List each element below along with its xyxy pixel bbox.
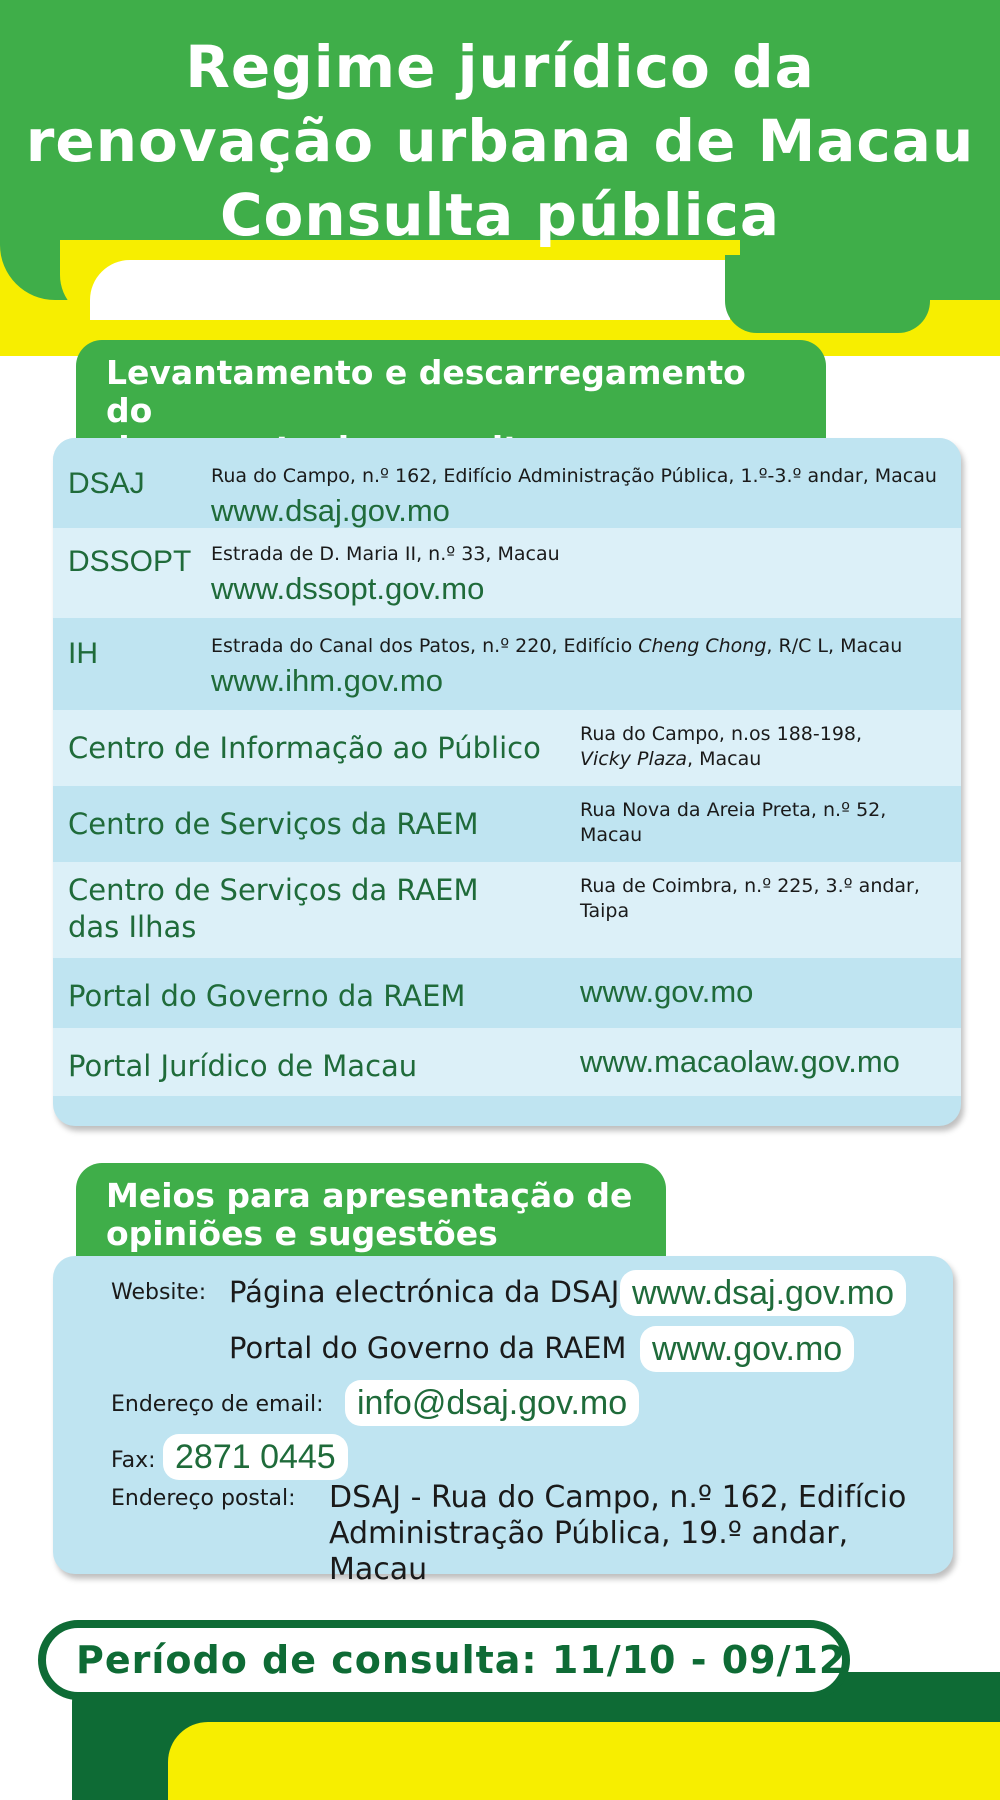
means-heading-line-2: opiniões e sugestões <box>106 1214 498 1253</box>
title-line-3: Consulta pública <box>219 181 781 249</box>
row-address <box>211 634 902 659</box>
postal-address <box>329 1480 953 1588</box>
title-line-2: renovação urbana de Macau <box>25 107 975 175</box>
row-url-link[interactable]: www.ihm.gov.mo <box>211 663 443 698</box>
table-row <box>53 528 961 618</box>
address-line-1: Rua de Coimbra, n.º 225, 3.º andar, <box>580 875 920 897</box>
locations-table <box>53 438 961 1126</box>
address-line-1: Rua do Campo, n.os 188-198, <box>580 723 863 745</box>
row-name: Portal do Governo da RAEM <box>68 979 466 1013</box>
table-row <box>53 618 961 710</box>
address-text: , R/C L, Macau <box>766 635 903 657</box>
website-label: Website: <box>111 1280 207 1305</box>
table-row <box>53 710 961 786</box>
address-line-2: Taipa <box>580 900 630 922</box>
address-text: Estrada do Canal dos Patos, n.º 220, Edifício <box>211 635 639 657</box>
row-name: Portal Jurídico de Macau <box>68 1049 418 1083</box>
row-url-link[interactable]: www.gov.mo <box>580 974 754 1009</box>
row-name <box>68 872 479 946</box>
means-panel <box>53 1256 953 1587</box>
row-url-link[interactable]: www.dsaj.gov.mo <box>211 493 450 528</box>
address-line-2 <box>580 747 862 772</box>
fax-label: Fax: <box>111 1448 156 1473</box>
row-name: Centro de Informação ao Público <box>68 731 541 765</box>
row-name-line-2: das Ilhas <box>68 910 197 944</box>
row-address: Estrada de D. Maria II, n.º 33, Macau <box>211 543 560 565</box>
title-line-1: Regime jurídico da <box>185 33 815 101</box>
row-address <box>580 874 920 924</box>
table-row <box>53 438 961 528</box>
page-title <box>0 30 1000 252</box>
table-row <box>53 862 961 958</box>
postal-line-2: Administração Pública, 19.º andar, Macau <box>329 1516 849 1587</box>
row-address <box>580 798 886 848</box>
row-url-link[interactable]: www.macaolaw.gov.mo <box>580 1044 900 1079</box>
consultation-period-box <box>38 1620 850 1700</box>
row-name: IH <box>68 637 98 670</box>
row-name: Centro de Serviços da RAEM <box>68 807 479 841</box>
means-section-heading <box>76 1163 666 1271</box>
table-row <box>53 1028 961 1096</box>
row-address <box>580 722 862 772</box>
header-green-tab <box>725 255 930 333</box>
table-row <box>53 786 961 862</box>
website-1-link[interactable]: www.dsaj.gov.mo <box>620 1270 906 1316</box>
address-building-name: Vicky Plaza <box>580 748 688 770</box>
download-heading-line-1: Levantamento e descarregamento do <box>106 353 746 430</box>
address-building-name: Cheng Chong <box>638 635 767 657</box>
row-name-line-1: Centro de Serviços da RAEM <box>68 873 479 907</box>
header-notch <box>90 260 730 320</box>
consultation-period: Período de consulta: 11/10 - 09/12 <box>76 1638 847 1682</box>
email-label: Endereço de email: <box>111 1392 324 1417</box>
row-name: DSSOPT <box>68 545 192 578</box>
footer-yellow-band <box>168 1722 1000 1800</box>
email-link[interactable]: info@dsaj.gov.mo <box>345 1380 639 1426</box>
website-2-link[interactable]: www.gov.mo <box>640 1326 854 1372</box>
fax-number: 2871 0445 <box>163 1434 348 1480</box>
address-line-1: Rua Nova da Areia Preta, n.º 52, <box>580 799 887 821</box>
address-line-2: Macau <box>580 824 643 846</box>
postal-label: Endereço postal: <box>111 1486 296 1511</box>
website-1-text: Página electrónica da DSAJ <box>229 1275 620 1309</box>
row-name: DSAJ <box>68 467 145 500</box>
row-address: Rua do Campo, n.º 162, Edifício Administração Pública, 1.º-3.º andar, Macau <box>211 465 937 487</box>
address-text: , Macau <box>687 748 762 770</box>
table-row <box>53 958 961 1028</box>
means-heading-line-1: Meios para apresentação de <box>106 1176 633 1215</box>
row-url-link[interactable]: www.dssopt.gov.mo <box>211 571 485 606</box>
postal-line-1: DSAJ - Rua do Campo, n.º 162, Edifício <box>329 1480 907 1515</box>
website-2-text: Portal do Governo da RAEM <box>229 1331 627 1365</box>
